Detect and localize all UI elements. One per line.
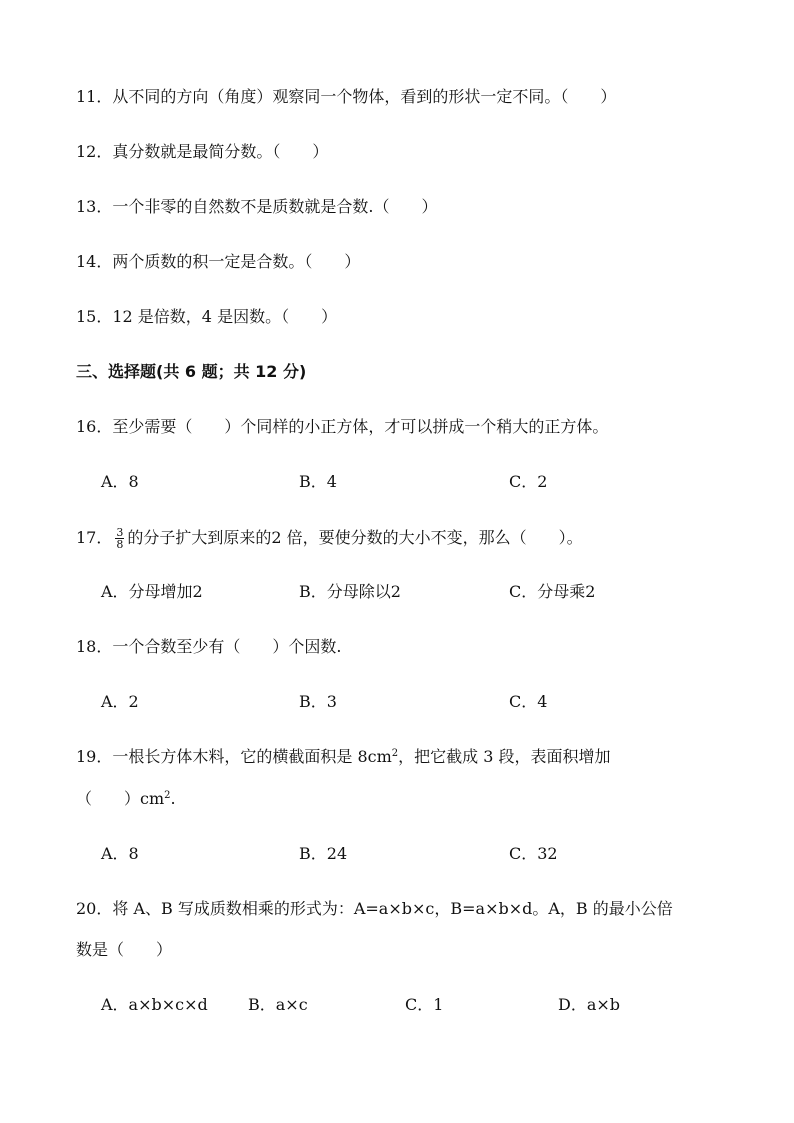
question-15: 15．12 是倍数，4 是因数。（ ） [76,307,338,326]
q19-blank: （ ）cm [76,789,165,808]
q19-superscript: 2 [391,748,399,759]
q17-option-a: A．分母增加2 [101,582,203,601]
question-19-line1 [76,747,611,767]
q17-text: 的分子扩大到原来的2 倍，要使分数的大小不变，那么（ ）。 [127,528,583,547]
question-17 [76,524,583,552]
q20-option-b: B．a×c [248,995,308,1014]
question-13: 13．一个非零的自然数不是质数就是合数.（ ） [76,197,438,216]
question-20-line1: 20．将 A、B 写成质数相乘的形式为：A=a×b×c，B=a×b×d。A，B 的最小公倍 [76,899,673,918]
q18-option-b: B．3 [299,692,337,711]
q19-option-b: B．24 [299,844,348,863]
question-20-line2: 数是（ ） [76,940,173,959]
question-19-line2 [76,789,176,809]
q20-option-c: C．1 [405,995,444,1014]
q17-option-c: C．分母乘2 [509,582,596,601]
question-18: 18．一个合数至少有（ ）个因数. [76,637,342,656]
q19-unit-superscript: 2 [164,790,171,801]
q18-option-c: C．4 [509,692,548,711]
q18-option-a: A．2 [101,692,139,711]
q20-option-d: D．a×b [558,995,621,1014]
question-12: 12．真分数就是最简分数。（ ） [76,142,329,161]
fraction-numerator: 3 [116,526,124,539]
fraction-denominator: 8 [116,538,124,551]
question-11: 11．从不同的方向（角度）观察同一个物体，看到的形状一定不同。（ ） [76,87,617,106]
section-heading: 三、选择题(共 6 题；共 12 分) [76,362,307,381]
q19-period: . [170,789,176,808]
fraction [115,527,124,550]
q16-option-b: B．4 [299,472,337,491]
q16-option-c: C．2 [509,472,548,491]
q20-option-a: A．a×b×c×d [101,995,208,1014]
question-16: 16．至少需要（ ）个同样的小正方体，才可以拼成一个稍大的正方体。 [76,417,609,436]
q19-text-end: ，把它截成 3 段，表面积增加 [398,747,611,766]
q17-option-b: B．分母除以2 [299,582,401,601]
q17-number: 17． [76,528,113,547]
q19-option-c: C．32 [509,844,558,863]
q19-text: 19．一根长方体木料，它的横截面积是 8cm [76,747,392,766]
q19-option-a: A．8 [101,844,139,863]
q16-option-a: A．8 [101,472,139,491]
question-14: 14．两个质数的积一定是合数。（ ） [76,252,361,271]
